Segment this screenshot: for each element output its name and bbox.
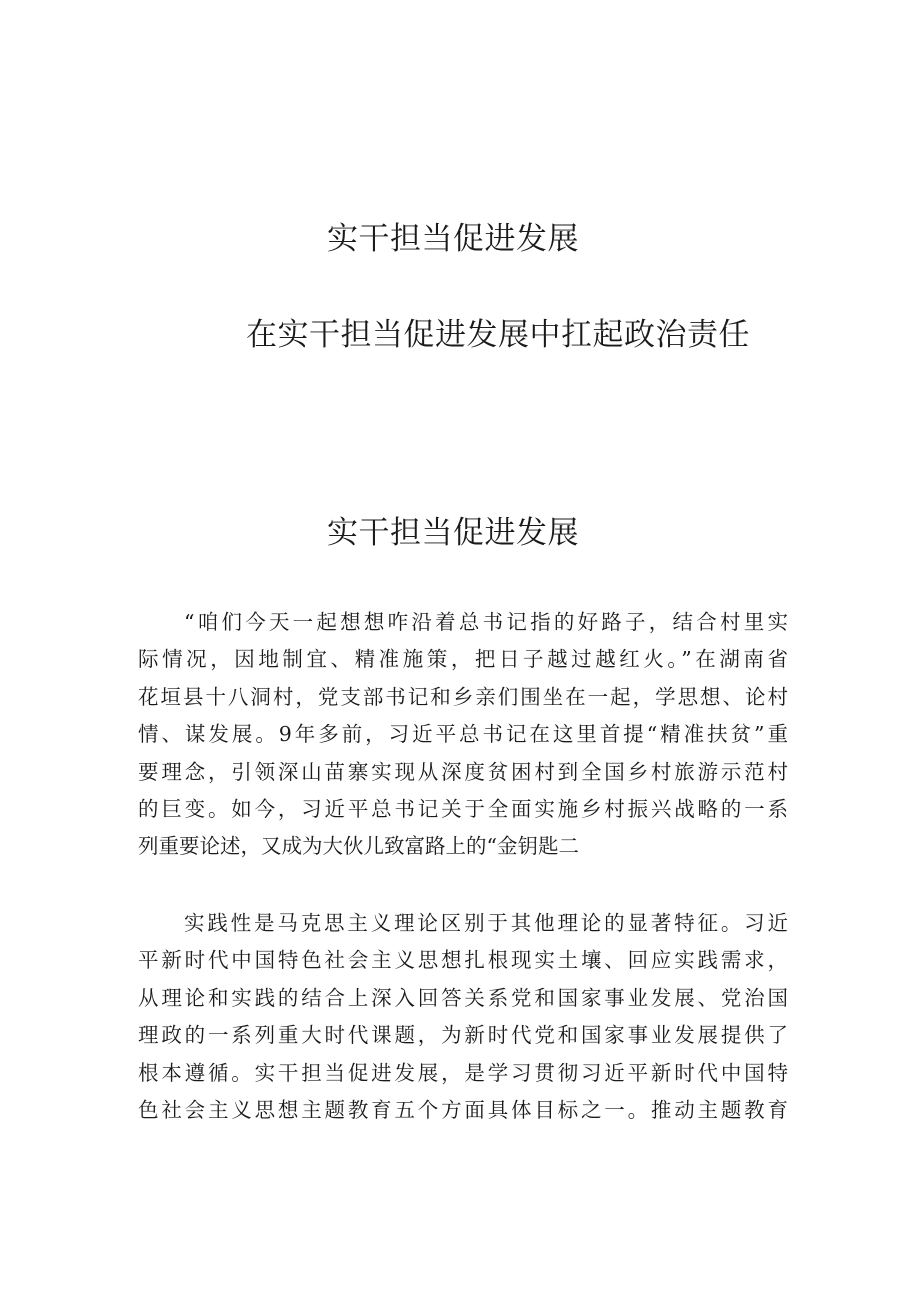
- paragraph-line: 色社会主义思想主题教育五个方面具体目标之一。推动主题教育: [138, 1097, 788, 1122]
- paragraph-line: 际情况，因地制宜、精准施策，把日子越过越红火。”在湖南省: [138, 647, 788, 672]
- paragraph-line: 平新时代中国特色社会主义思想扎根现实土壤、回应实践需求，: [138, 948, 788, 973]
- paragraph-line: 要理念，引领深山苗寨实现从深度贫困村到全国乡村旅游示范村: [138, 759, 788, 784]
- paragraph-line: 实践性是马克思主义理论区别于其他理论的显著特征。习近: [184, 911, 788, 935]
- paragraph-line: 理政的一系列重大时代课题，为新时代党和国家事业发展提供了: [138, 1023, 788, 1048]
- section-title: 实干担当促进发展: [327, 515, 579, 551]
- paragraph-line: 根本遵循。实干担当促进发展，是学习贯彻习近平新时代中国特: [138, 1060, 788, 1085]
- paragraph-line: 列重要论述，又成为大伙儿致富路上的“金钥匙二: [138, 834, 579, 859]
- paragraph-line: 情、谋发展。9年多前，习近平总书记在这里首提“精准扶贫”重: [138, 722, 788, 747]
- paragraph-line: 的巨变。如今，习近平总书记关于全面实施乡村振兴战略的一系: [138, 796, 788, 821]
- paragraph-line: 花垣县十八洞村，党支部书记和乡亲们围坐在一起，学思想、论村: [138, 684, 788, 709]
- cover-title: 实干担当促进发展: [327, 221, 579, 257]
- paragraph-line: “咱们今天一起想想咋沿着总书记指的好路子，结合村里实: [184, 610, 788, 634]
- paragraph-2: [138, 905, 788, 1129]
- cover-subtitle: 在实干担当促进发展中扛起政治责任: [246, 317, 750, 353]
- paragraph-line: 从理论和实践的结合上深入回答关系党和国家事业发展、党治国: [138, 985, 788, 1010]
- paragraph-1: [138, 604, 788, 866]
